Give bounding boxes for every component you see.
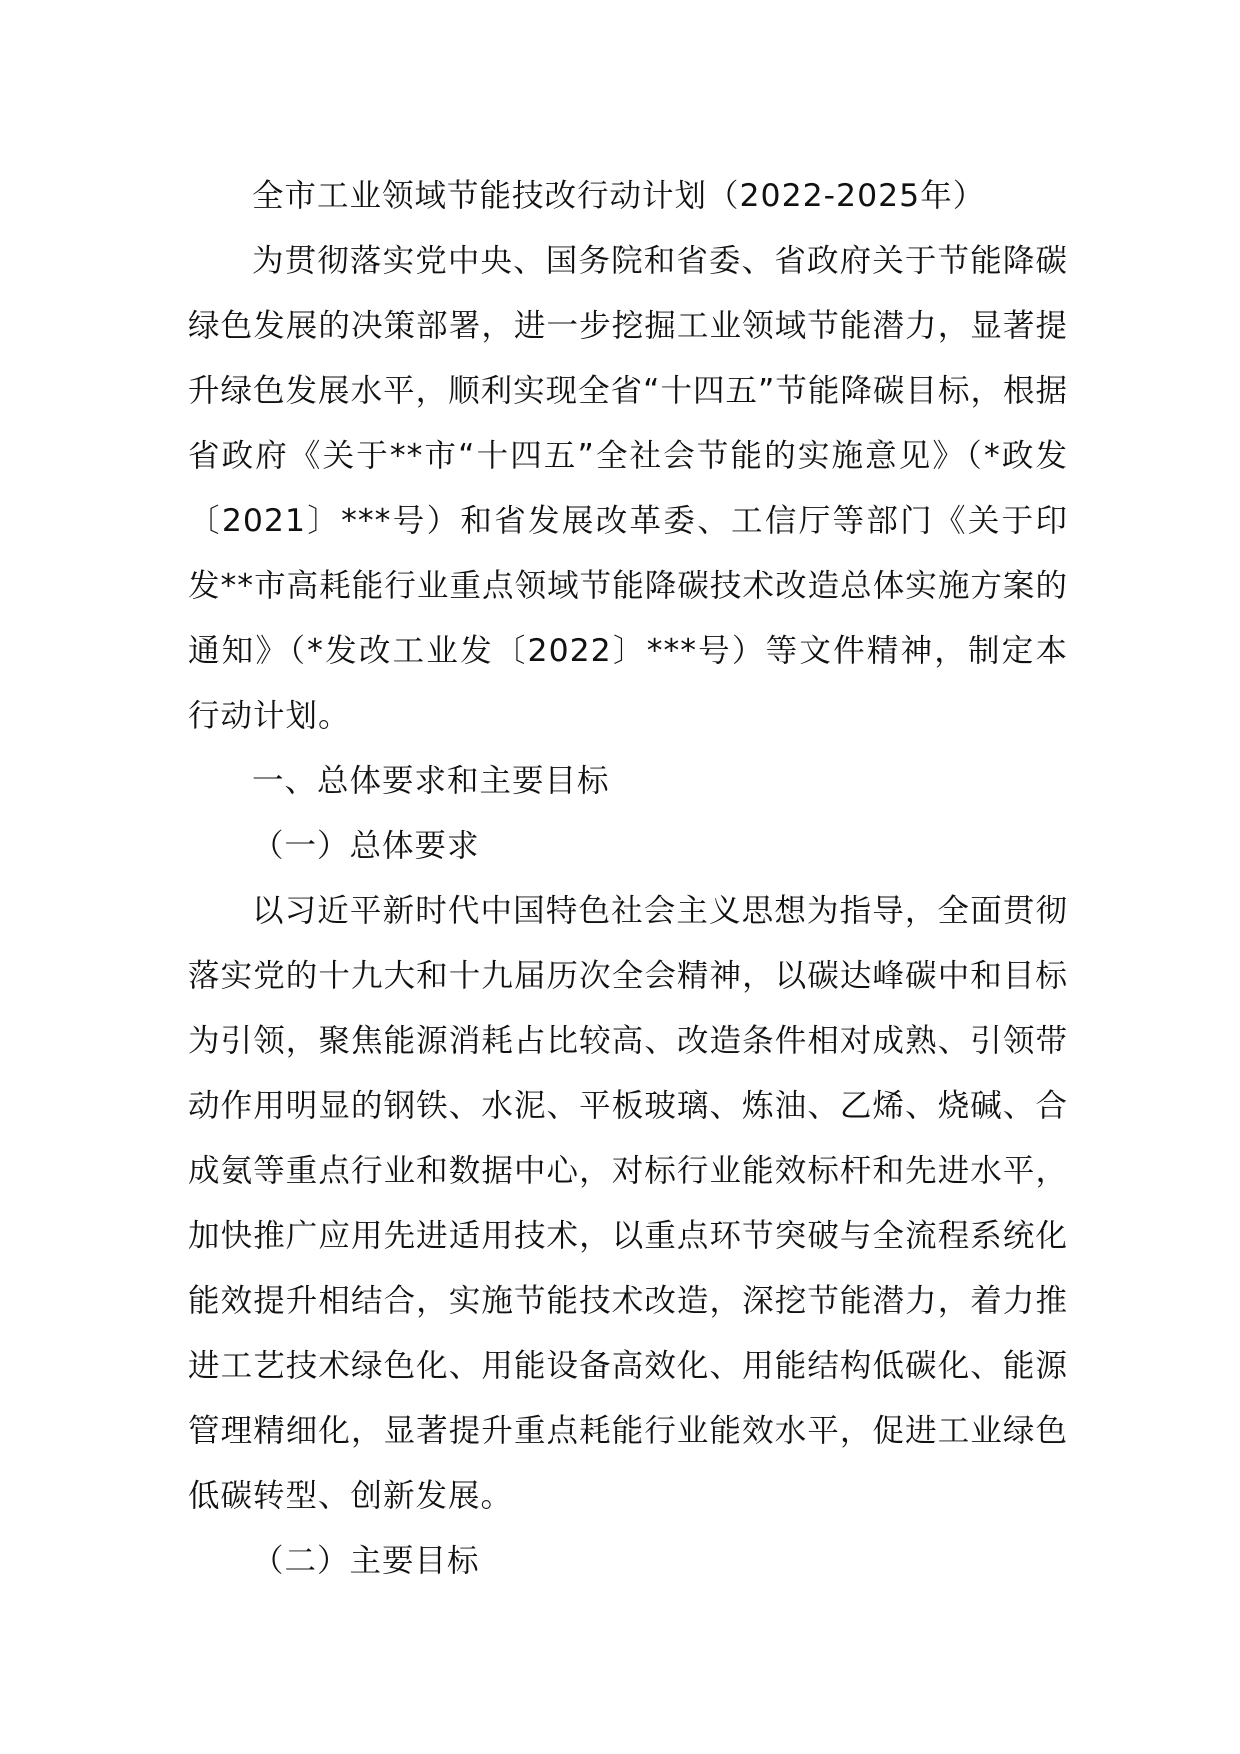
- document-title: 全市工业领域节能技改行动计划（2022-2025年）: [252, 178, 986, 214]
- subsection-heading-general-requirements: （一）总体要求: [252, 828, 480, 864]
- section-heading-1: 一、总体要求和主要目标: [252, 763, 610, 799]
- intro-paragraph: 为贯彻落实党中央、国务院和省委、省政府关于节能降碳绿色发展的决策部署，进一步挖掘工业领域节能潜力，显著提升绿色发展水平，顺利实现全省“十四五”节能降碳目标，根据省政府《关于**市“十四五”全社会节能的实施意见》（*政发〔2021〕***号）和省发展改革委、工信厅等部门《关于印发**市高耗能行业重点领域节能降碳技术改造总体实施方案的通知》（*发改工业发〔2022〕***号）等文件精神，制定本行动计划。: [188, 243, 1068, 734]
- general-requirements-paragraph: 以习近平新时代中国特色社会主义思想为指导，全面贯彻落实党的十九大和十九届历次全会精神，以碳达峰碳中和目标为引领，聚焦能源消耗占比较高、改造条件相对成熟、引领带动作用明显的钢铁、水泥、平板玻璃、炼油、乙烯、烧碱、合成氨等重点行业和数据中心，对标行业能效标杆和先进水平，加快推广应用先进适用技术，以重点环节突破与全流程系统化能效提升相结合，实施节能技术改造，深挖节能潜力，着力推进工艺技术绿色化、用能设备高效化、用能结构低碳化、能源管理精细化，显著提升重点耗能行业能效水平，促进工业绿色低碳转型、创新发展。: [188, 893, 1068, 1514]
- document-body: [188, 164, 1068, 1594]
- subsection-heading-main-goals: （二）主要目标: [252, 1543, 480, 1579]
